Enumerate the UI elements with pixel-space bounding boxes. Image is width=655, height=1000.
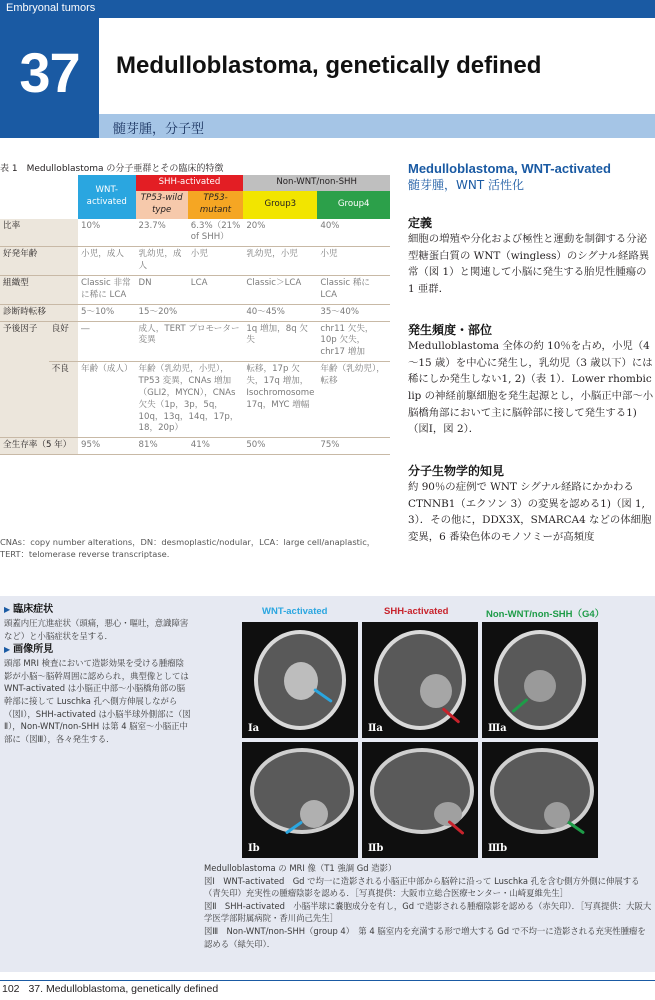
cell: 20% (243, 219, 317, 247)
row-label: 好発年齢 (0, 247, 78, 276)
header-group3: Group3 (243, 191, 317, 219)
heading-english: Medulloblastoma, WNT-activated (408, 161, 611, 176)
header-group4: Group4 (317, 191, 390, 219)
heading-japanese: 髄芽腫，WNT 活性化 (408, 178, 524, 192)
cell: 小児 (317, 247, 390, 276)
caption-shh: 図Ⅱ SHH-activated 小脳半球に嚢胞成分を有し，Gd で造影される腫瘤陰影を認める（赤矢印）．［写真提供：大阪大学医学部附属病院・香川尚己先生］ (204, 900, 652, 924)
table-footnote: CNAs：copy number alterations，DN：desmoplastic/nodular，LCA：large cell/anaplastic，TERT：telomerase reverse transcriptase. (0, 537, 376, 560)
mri-2b (362, 742, 478, 858)
cell: 41% (188, 438, 244, 455)
section-heading (408, 161, 655, 193)
cell: 5～10% (78, 304, 136, 321)
frequency-title: 発生頻度・部位 (408, 323, 493, 337)
cell: 転移，17p 欠失，17q 増加，Isochromosome 17q，MYC 増幅 (243, 362, 317, 438)
page-number: 102 (2, 983, 20, 995)
cell: 50% (243, 438, 317, 455)
row-prognosis-good (0, 321, 390, 362)
cell: 81% (136, 438, 188, 455)
row-age (0, 247, 390, 276)
cell: ― (78, 321, 136, 362)
row-sublabel: 不良 (49, 362, 78, 438)
clinical-title: ▶ 臨床症状 (4, 604, 54, 615)
panel-label: Ⅰb (248, 843, 260, 854)
molecular-title: 分子生物学的知見 (408, 464, 505, 478)
mri-3a (482, 622, 598, 738)
cell: 75% (317, 438, 390, 455)
tumor (544, 802, 570, 828)
table-corner-2 (0, 191, 78, 219)
cell: 40～45% (243, 304, 317, 321)
triangle-bullet-icon: ▶ (4, 645, 11, 655)
clinical-text: 頭蓋内圧亢進症状（頭痛，悪心・嘔吐，意識障害など）と小脳症状を呈する． (4, 618, 189, 641)
subgroup-table (0, 175, 390, 455)
cell: DN (136, 276, 188, 305)
page-title: Medulloblastoma, genetically defined (116, 52, 542, 79)
mri-1b (242, 742, 358, 858)
row-histology (0, 276, 390, 305)
triangle-bullet-icon: ▶ (4, 605, 11, 614)
findings-column (4, 602, 192, 745)
tumor (284, 662, 318, 700)
cell: 小児，成人 (78, 247, 136, 276)
panel-label: Ⅲa (488, 723, 507, 734)
row-prognosis-bad (0, 362, 390, 438)
cell: 乳幼児，成人 (136, 247, 188, 276)
row-label: 比率 (0, 219, 78, 247)
caption-non-wnt: 図Ⅲ Non-WNT/non-SHH（group 4） 第 4 脳室内を充満する形で増大する Gd で不均一に造影される充実性腫瘤を認める（緑矢印）． (204, 926, 646, 949)
cell: 10% (78, 219, 136, 247)
cell: 年齢（乳幼児），転移 (317, 362, 390, 438)
tumor (420, 674, 452, 708)
panel-label: Ⅱa (368, 723, 383, 734)
cell: 小児 (188, 247, 244, 276)
row-label: 診断時転移 (0, 304, 78, 321)
tumor (524, 670, 556, 702)
page-subtitle: 髄芽腫，分子型 (113, 122, 205, 137)
panel-label: Ⅰa (248, 723, 260, 734)
cell: 35～40% (317, 304, 390, 321)
definition-text: 細胞の増殖や分化および極性と運動を制御する分泌型糖蛋白質の WNT（wingless）のシグナル経路異常（図 1）と関連して小脳に発生する胎児性腫瘍の 1 亜群． (408, 233, 650, 295)
row-label: 組織型 (0, 276, 78, 305)
skull (490, 748, 594, 834)
header-tp53-mutant: TP53-mutant (188, 191, 244, 219)
cell: Classic 稀に LCA (317, 276, 390, 305)
frequency-text: Medulloblastoma 全体の約 10％を占め，小児（4～15 歳）を中心に発生し，乳幼児（3 歳以下）には稀にしか発生しない1, 2)（表 1）．Lower rhombic lip の神経前駆細胞を発生起源とし，小脳正中部～小脳橋角部において主に脳幹部に接して発生する1)（図Ⅰ，図 2）． (408, 340, 654, 436)
chapter-number: 37 (19, 41, 80, 104)
panel-label: Ⅱb (368, 843, 384, 854)
cell: Classic＞LCA (243, 276, 317, 305)
mri-2a (362, 622, 478, 738)
footer-title: 37. Medulloblastoma, genetically defined (28, 983, 219, 995)
panel-label: Ⅲb (488, 843, 508, 854)
category-bar (0, 0, 655, 18)
definition-title: 定義 (408, 216, 433, 230)
cell: LCA (188, 276, 244, 305)
label-wnt: WNT-activated (262, 606, 328, 617)
cell: 40% (317, 219, 390, 247)
row-ratio (0, 219, 390, 247)
header-non-wnt: Non-WNT/non-SHH (243, 175, 390, 191)
footer-divider (0, 980, 655, 981)
mri-1a (242, 622, 358, 738)
cell: 成人，TERT プロモーター変異 (136, 321, 244, 362)
cell: 95% (78, 438, 136, 455)
subtitle-bar (99, 114, 655, 138)
category-label: Embryonal tumors (6, 2, 96, 14)
mri-3b (482, 742, 598, 858)
row-label: 予後因子 (0, 321, 49, 438)
imaging-text: 頭部 MRI 検査において造影効果を受ける腫瘤陰影が小脳～脳幹周囲に認められ，典型像としては WNT-activated は小脳正中部～小脳橋角部の脳幹部に接して Luschka 孔へ側方伸展しながら（図Ⅰ），SHH-activated は小脳半球外側部に（図Ⅱ），Non-WNT/non-SHH は第 4 脳室～小脳正中部に（図Ⅲ），各々発生する． (4, 658, 191, 744)
tumor (300, 800, 328, 828)
row-survival (0, 438, 390, 455)
molecular-text: 約 90％の症例で WNT シグナル経路にかかわる CTNNB1（エクソン 3）の変異を認める1)（図 1, 3）．その他に，DDX3X，SMARCA4 などの体細胞変異，6 番染色体のモノソミーが高頻度 (408, 481, 652, 543)
chapter-number-box (0, 18, 99, 138)
cell: 1q 増加，8q 欠失 (243, 321, 317, 362)
cell: Classic 非常に稀に LCA (78, 276, 136, 305)
figure-caption (204, 862, 652, 950)
cell: 乳幼児，小児 (243, 247, 317, 276)
row-label: 全生存率（5 年） (0, 438, 78, 455)
cell: 15～20% (136, 304, 244, 321)
header-tp53-wild: TP53-wild type (136, 191, 188, 219)
cell: 年齢（乳幼児，小児），TP53 変異，CNAs 増加（GLI2，MYCN），CNAs 欠失（1p，3p，5q，10q，13q，14q，17p，18，20p） (136, 362, 244, 438)
cell: 6.3%（21% of SHH） (188, 219, 244, 247)
page-footer (2, 983, 218, 995)
row-sublabel: 良好 (49, 321, 78, 362)
header-shh: SHH-activated (136, 175, 244, 191)
table-caption: 表 1 Medulloblastoma の分子亜群とその臨床的特徴 (0, 164, 224, 174)
table-corner (0, 175, 78, 191)
caption-wnt: 図Ⅰ WNT-activated Gd で均一に造影される小脳正中部から脳幹に沿って Luschka 孔を含む側方外側に伸展する（青矢印）充実性の腫瘤陰影を認める．［写真提供：大阪市立総合医療センター・山崎夏維先生］ (204, 875, 640, 899)
cell: 年齢（成人） (78, 362, 136, 438)
row-diagnosis-metastasis (0, 304, 390, 321)
label-non-wnt: Non-WNT/non-SHH（G4） (486, 609, 605, 620)
imaging-title: ▶ 画像所見 (4, 644, 54, 656)
cell: chr11 欠失，10p 欠失，chr17 増加 (317, 321, 390, 362)
label-shh: SHH-activated (384, 606, 449, 617)
caption-title: Medulloblastoma の MRI 像（T1 強調 Gd 造影） (204, 863, 397, 873)
cell: 23.7% (136, 219, 188, 247)
header-wnt: WNT-activated (78, 175, 136, 219)
